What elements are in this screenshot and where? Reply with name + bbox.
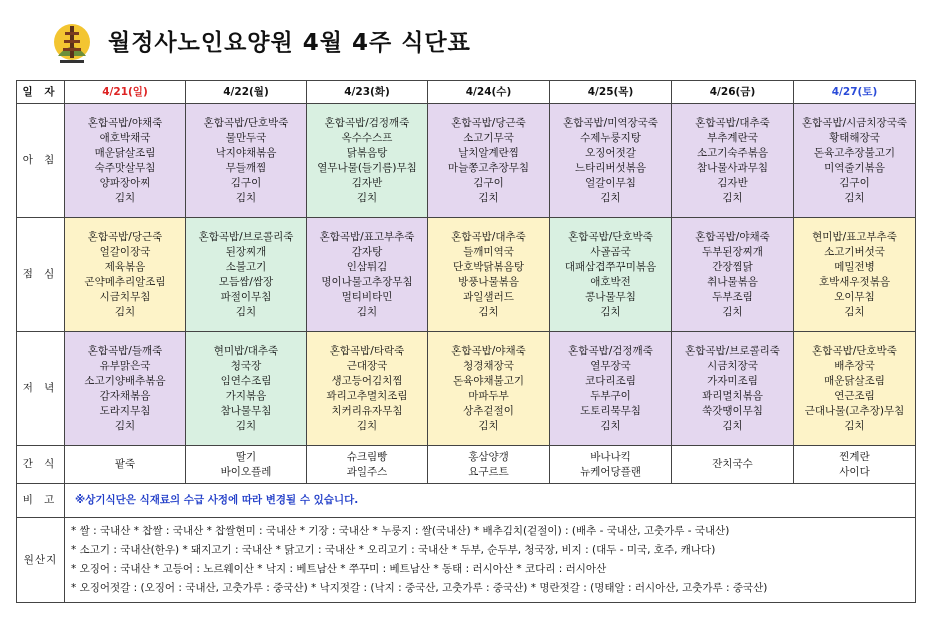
menu-cell (307, 332, 428, 446)
snack-cell (550, 446, 672, 484)
menu-item: 시금치무침 (99, 290, 151, 303)
menu-item: 김치 (235, 419, 257, 432)
menu-item: 혼합곡밥/들깨죽 (87, 344, 163, 357)
menu-item: 연근조림 (834, 389, 875, 402)
menu-item: 김치 (844, 191, 865, 204)
menu-item: 간장찜닭 (712, 260, 753, 273)
origin-text (65, 518, 916, 603)
menu-cell (428, 218, 550, 332)
menu-item: 김치 (235, 191, 257, 204)
menu-item: 청경채장국 (463, 359, 514, 372)
menu-item: 혼합곡밥/브로콜리죽 (198, 230, 294, 243)
snack-item: 사이다 (839, 465, 870, 478)
menu-item: 소고기무국 (463, 131, 514, 144)
day-header: 4/22(월) (186, 81, 307, 104)
menu-item: 소고기버섯국 (824, 245, 885, 258)
snack-item: 팥죽 (114, 458, 136, 470)
menu-item: 파절이무침 (220, 290, 272, 303)
menu-item: 도라지무침 (99, 404, 151, 417)
menu-item: 곤약메추리알조림 (84, 275, 166, 288)
menu-item: 메밀전병 (834, 260, 875, 273)
menu-item: 혼합곡밥/단호박죽 (812, 344, 897, 357)
menu-item: 참나물무침 (220, 404, 272, 417)
menu-item: 부추계란국 (707, 131, 758, 144)
menu-item: 배추장국 (834, 359, 875, 372)
menu-item: 김자반 (717, 176, 748, 189)
snack-item: 뉴케어당플랜 (580, 465, 641, 478)
menu-item: 미역줄기볶음 (824, 161, 885, 174)
menu-item: 김치 (478, 191, 499, 204)
snack-item: 바이오플레 (220, 465, 272, 478)
menu-cell (550, 332, 672, 446)
menu-item: 김치 (600, 191, 621, 204)
snack-cell (65, 446, 186, 484)
menu-item: 취나물볶음 (707, 275, 758, 288)
menu-item: 황태해장국 (829, 131, 880, 144)
menu-item: 상추겉절이 (463, 404, 514, 417)
snack-item: 요구르트 (468, 465, 509, 478)
menu-item: 콩나물무침 (585, 290, 636, 303)
menu-item: 두부된장찌개 (702, 245, 763, 258)
origin-line: * 오징어 : 국내산 * 고등어 : 노르웨이산 * 낙지 : 베트남산 * 쭈꾸미 : 베트남산 * 동태 : 러시아산 * 코다리 : 러시아산 (71, 563, 607, 575)
menu-cell (672, 104, 794, 218)
menu-cell (794, 104, 916, 218)
remarks-row (17, 484, 916, 518)
origin-line: * 오징어젓갈 : (오징어 : 국내산, 고춧가루 : 중국산) * 낙지젓갈 : (낙지 : 중국산, 고춧가루 : 중국산) * 명란젓갈 : (명태알 : 러시아산, 고춧가루 : 중국산) (71, 582, 768, 594)
snack-cell (186, 446, 307, 484)
menu-item: 돈육고추장불고기 (813, 146, 896, 159)
menu-item: 마늘쫑고추장무침 (447, 161, 530, 174)
menu-item: 두부조림 (712, 290, 753, 303)
menu-item: 과일샐러드 (463, 290, 514, 303)
date-label: 일 자 (17, 81, 65, 104)
menu-item: 날치알계란찜 (458, 146, 519, 159)
menu-item: 혼합곡밥/야채죽 (87, 116, 163, 129)
origin-row (17, 518, 916, 603)
menu-item: 김치 (478, 305, 499, 318)
menu-item: 수제누룽지탕 (580, 131, 641, 144)
menu-cell (65, 332, 186, 446)
menu-item: 명이나물고추장무침 (321, 275, 413, 288)
menu-item: 가자미조림 (707, 374, 758, 387)
menu-item: 생고등어김치찜 (331, 374, 403, 387)
menu-item: 혼합곡밥/단호박죽 (568, 230, 653, 243)
menu-item: 현미밥/대추죽 (213, 344, 279, 357)
menu-item: 도토리묵무침 (580, 404, 641, 417)
meal-rows (17, 104, 916, 446)
menu-item: 혼합곡밥/야채죽 (695, 230, 770, 243)
menu-item: 혼합곡밥/당근죽 (451, 116, 526, 129)
remarks-label: 비 고 (17, 484, 65, 518)
menu-item: 마파두부 (468, 389, 509, 402)
menu-item: 열무나물(들기름)무침 (317, 161, 417, 174)
menu-item: 김치 (844, 419, 865, 432)
menu-item: 혼합곡밥/시금치장국죽 (802, 116, 907, 129)
menu-item: 혼합곡밥/단호박죽 (203, 116, 289, 129)
menu-item: 모듬쌈/쌈장 (218, 275, 274, 288)
snack-item: 홍삼양갱 (468, 450, 509, 463)
menu-table (16, 80, 916, 603)
meal-row (17, 104, 916, 218)
menu-item: 김구이 (473, 176, 504, 189)
temple-pagoda-logo-icon (52, 20, 92, 68)
menu-item: 애호박전 (590, 275, 631, 288)
origin-label: 원산지 (17, 518, 65, 603)
header-row (17, 81, 916, 104)
snack-item: 잔치국수 (712, 458, 753, 470)
snack-item: 과일주스 (346, 465, 388, 478)
menu-item: 소불고기 (225, 260, 267, 273)
menu-item: 혼합곡밥/검정깨죽 (324, 116, 410, 129)
menu-item: 감자탕 (351, 245, 383, 258)
day-header: 4/24(수) (428, 81, 550, 104)
menu-item: 혼합곡밥/대추죽 (695, 116, 770, 129)
menu-item: 혼합곡밥/당근죽 (87, 230, 163, 243)
menu-item: 호박새우젓볶음 (818, 275, 890, 288)
origin-line: * 쌀 : 국내산 * 찹쌀 : 국내산 * 찹쌀현미 : 국내산 * 기장 : 국내산 * 누룽지 : 쌀(국내산) * 배추김치(겉절이) : (배추 - 국내산, 고춧가루 - 국내산) (71, 525, 730, 537)
menu-item: 김치 (356, 191, 378, 204)
menu-item: 멀티비타민 (341, 290, 393, 303)
menu-item: 방풍나물볶음 (458, 275, 519, 288)
menu-cell (307, 218, 428, 332)
meal-label: 저 녁 (17, 332, 65, 446)
day-header: 4/27(토) (794, 81, 916, 104)
snack-item: 슈크림빵 (346, 450, 388, 463)
meal-label: 점 심 (17, 218, 65, 332)
menu-item: 가지볶음 (225, 389, 267, 402)
menu-item: 쑥갓땡이무침 (702, 404, 763, 417)
menu-item: 소고기숙주볶음 (696, 146, 768, 159)
menu-item: 얼갈이무침 (585, 176, 636, 189)
menu-item: 참나물사과무침 (696, 161, 768, 174)
menu-item: 제육볶음 (104, 260, 146, 273)
origin-line: * 소고기 : 국내산(한우) * 돼지고기 : 국내산 * 닭고기 : 국내산 * 오리고기 : 국내산 * 두부, 순두부, 청국장, 비지 : (대두 - 미국, 호주, 캐나다) (71, 544, 716, 556)
menu-item: 사골곰국 (590, 245, 631, 258)
menu-item: 김치 (356, 305, 378, 318)
menu-cell (307, 104, 428, 218)
menu-item: 두부구이 (590, 389, 631, 402)
snack-cell (794, 446, 916, 484)
menu-item: 낙지야채볶음 (215, 146, 277, 159)
menu-item: 근대장국 (346, 359, 388, 372)
meal-label: 아 침 (17, 104, 65, 218)
menu-item: 김치 (844, 305, 865, 318)
menu-item: 시금치장국 (707, 359, 758, 372)
menu-item: 김치 (722, 191, 743, 204)
menu-item: 숙주맛살무침 (94, 161, 156, 174)
menu-cell (186, 332, 307, 446)
menu-item: 물만두국 (225, 131, 267, 144)
menu-item: 근대나물(고추장)무침 (804, 404, 905, 417)
snack-cell (428, 446, 550, 484)
menu-item: 김치 (114, 305, 136, 318)
remarks-text: ※상기식단은 식재료의 수급 사정에 따라 변경될 수 있습니다. (65, 484, 916, 518)
menu-item: 열무장국 (590, 359, 631, 372)
day-header: 4/23(화) (307, 81, 428, 104)
menu-cell (186, 218, 307, 332)
menu-item: 매운닭살조림 (94, 146, 156, 159)
snack-label: 간 식 (17, 446, 65, 484)
menu-item: 김치 (600, 305, 621, 318)
page-header (0, 0, 926, 80)
menu-item: 혼합곡밥/미역장국죽 (563, 116, 658, 129)
menu-item: 임연수조림 (220, 374, 272, 387)
menu-item: 청국장 (230, 359, 262, 372)
menu-item: 느타리버섯볶음 (574, 161, 646, 174)
menu-item: 옥수수스프 (341, 131, 393, 144)
menu-cell (794, 218, 916, 332)
meal-row (17, 332, 916, 446)
menu-item: 오징어젓갈 (585, 146, 636, 159)
menu-item: 단호박닭볶음탕 (452, 260, 524, 273)
menu-item: 인삼튀김 (346, 260, 388, 273)
menu-item: 김치 (722, 419, 743, 432)
menu-item: 김구이 (839, 176, 870, 189)
menu-item: 꽈리멸치볶음 (702, 389, 763, 402)
menu-item: 닭볶음탕 (346, 146, 388, 159)
page-title: 월정사노인요양원 4월 4주 식단표 (108, 30, 471, 56)
menu-cell (428, 104, 550, 218)
menu-item: 들깨미역국 (463, 245, 514, 258)
snack-item: 바나나킥 (590, 450, 631, 463)
snack-cell (672, 446, 794, 484)
menu-item: 김치 (114, 419, 136, 432)
menu-item: 김치 (478, 419, 499, 432)
menu-item: 무들깨찜 (225, 161, 267, 174)
menu-item: 김구이 (230, 176, 262, 189)
menu-cell (428, 332, 550, 446)
menu-item: 김자반 (351, 176, 383, 189)
menu-item: 김치 (356, 419, 378, 432)
day-header: 4/26(금) (672, 81, 794, 104)
menu-item: 감자채볶음 (99, 389, 151, 402)
menu-cell (672, 332, 794, 446)
day-header: 4/25(목) (550, 81, 672, 104)
menu-cell (794, 332, 916, 446)
menu-item: 혼합곡밥/표고부추죽 (319, 230, 415, 243)
menu-cell (65, 104, 186, 218)
menu-item: 대패삼겹쭈꾸미볶음 (564, 260, 657, 273)
menu-item: 김치 (235, 305, 257, 318)
menu-item: 혼합곡밥/검정깨죽 (568, 344, 653, 357)
menu-cell (186, 104, 307, 218)
snack-cell (307, 446, 428, 484)
menu-cell (550, 218, 672, 332)
snack-item: 찐계란 (839, 450, 870, 463)
menu-item: 애호박채국 (99, 131, 151, 144)
menu-cell (65, 218, 186, 332)
menu-cell (550, 104, 672, 218)
menu-item: 된장찌개 (225, 245, 267, 258)
menu-item: 김치 (722, 305, 743, 318)
menu-item: 치커리유자무침 (331, 404, 403, 417)
menu-item: 오이무침 (834, 290, 875, 303)
menu-item: 현미밥/표고부추죽 (812, 230, 897, 243)
menu-item: 소고기양배추볶음 (84, 374, 166, 387)
menu-item: 얼갈이장국 (99, 245, 151, 258)
snack-row (17, 446, 916, 484)
snack-item: 딸기 (235, 450, 257, 463)
menu-item: 혼합곡밥/브로콜리죽 (685, 344, 780, 357)
menu-item: 김치 (600, 419, 621, 432)
menu-item: 돈육야채불고기 (452, 374, 524, 387)
menu-item: 코다리조림 (585, 374, 636, 387)
menu-item: 양파장아찌 (99, 176, 151, 189)
menu-item: 매운닭살조림 (824, 374, 885, 387)
menu-item: 김치 (114, 191, 136, 204)
menu-cell (672, 218, 794, 332)
menu-item: 혼합곡밥/대추죽 (451, 230, 526, 243)
day-header: 4/21(일) (65, 81, 186, 104)
menu-item: 유부맑은국 (99, 359, 151, 372)
meal-row (17, 218, 916, 332)
menu-item: 혼합곡밥/타락죽 (329, 344, 405, 357)
menu-item: 혼합곡밥/야채죽 (451, 344, 526, 357)
menu-item: 꽈리고추멸치조림 (326, 389, 408, 402)
